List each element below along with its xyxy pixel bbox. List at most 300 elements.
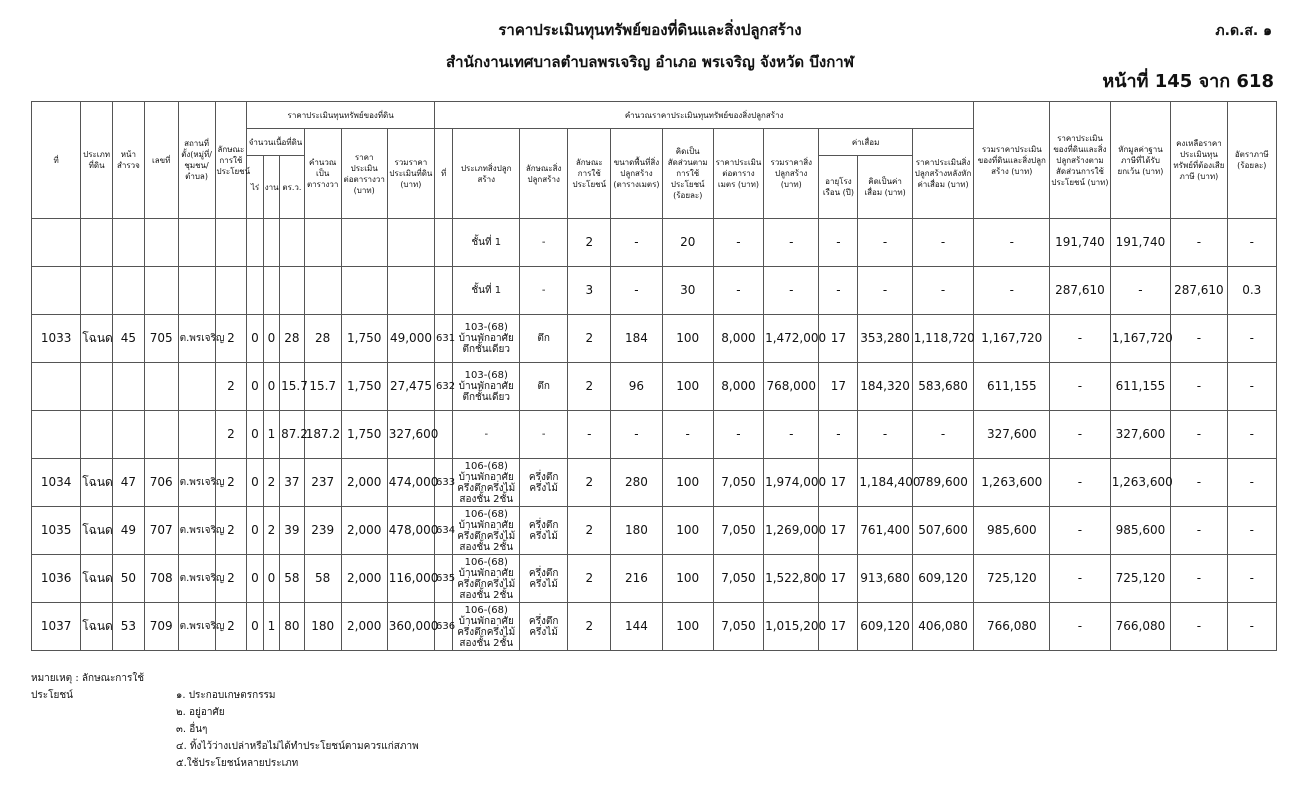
cell-rai: 0 <box>247 603 263 651</box>
cell-bld-kind: ครึ่งตึกครึ่งไม้ <box>520 459 568 507</box>
cell-price-per-sqm: 7,050 <box>713 459 763 507</box>
col-building-kind: ลักษณะสิ่งปลูกสร้าง <box>520 129 568 219</box>
cell-no: 1035 <box>32 507 81 555</box>
cell-bld-area: 184 <box>611 315 662 363</box>
cell-deduct: 985,600 <box>1110 507 1170 555</box>
cell-usage: 2 <box>215 603 247 651</box>
cell-lot-no: 707 <box>144 507 178 555</box>
cell-tax-rate: - <box>1227 459 1276 507</box>
cell-lot-no: 708 <box>144 555 178 603</box>
note-item: ๕.ใช้ประโยชน์หลายประเภท <box>176 758 299 769</box>
cell-wa: 80 <box>280 603 305 651</box>
cell-usage-pct: 20 <box>662 219 713 267</box>
cell-ngan: 2 <box>263 459 279 507</box>
cell-land-total <box>387 267 434 315</box>
cell-bld-usage: 3 <box>568 267 611 315</box>
group-depreciation: ค่าเสื่อม <box>819 129 912 156</box>
cell-bld-after-dep: 583,680 <box>912 363 974 411</box>
cell-deduct: 725,120 <box>1110 555 1170 603</box>
cell-usage: 2 <box>215 315 247 363</box>
cell-dep-amount: 609,120 <box>858 603 912 651</box>
note-item: ๑. ประกอบเกษตรกรรม <box>176 690 276 701</box>
cell-bld-total: 1,522,800 <box>764 555 819 603</box>
cell-lot-no: 705 <box>144 315 178 363</box>
cell-bld-kind: ตึก <box>520 363 568 411</box>
cell-survey-page: 53 <box>113 603 145 651</box>
cell-survey-page: 49 <box>113 507 145 555</box>
cell-no <box>32 363 81 411</box>
cell-bld-usage: 2 <box>568 507 611 555</box>
cell-sqwa-total: 15.7 <box>304 363 341 411</box>
cell-location: ต.พรเจริญ <box>178 555 215 603</box>
cell-price-per-sqm: 8,000 <box>713 315 763 363</box>
cell-bld-usage: 2 <box>568 459 611 507</box>
cell-remaining: - <box>1171 603 1227 651</box>
cell-no: 1037 <box>32 603 81 651</box>
cell-bld-kind: ครึ่งตึกครึ่งไม้ <box>520 507 568 555</box>
cell-bld-type: 106-(68) บ้านพักอาศัยครึ่งตึกครึ่งไม้สองชั้น 2ชั้น <box>453 555 520 603</box>
cell-bld-area: 216 <box>611 555 662 603</box>
cell-price-per-sqm: - <box>713 411 763 459</box>
cell-bld-type: - <box>453 411 520 459</box>
cell-ngan: 1 <box>263 411 279 459</box>
cell-bld-after-dep: 609,120 <box>912 555 974 603</box>
cell-survey-page <box>113 411 145 459</box>
cell-lot-no <box>144 267 178 315</box>
cell-bld-usage: 2 <box>568 219 611 267</box>
cell-ngan: 1 <box>263 603 279 651</box>
cell-sqwa-total: 239 <box>304 507 341 555</box>
cell-bld-after-dep: 507,600 <box>912 507 974 555</box>
cell-price-per-sqwa: 2,000 <box>341 603 387 651</box>
cell-price-per-sqwa: 1,750 <box>341 411 387 459</box>
cell-usage <box>215 267 247 315</box>
table-row <box>32 555 1277 603</box>
col-remaining: คงเหลือราคาประเมินทุนทรัพย์ที่ต้องเสียภาษี (บาท) <box>1171 102 1227 219</box>
cell-lot-no <box>144 219 178 267</box>
cell-total-value: 1,263,600 <box>974 459 1050 507</box>
cell-bld-no <box>434 219 452 267</box>
cell-bld-area: - <box>611 411 662 459</box>
cell-bld-area: 280 <box>611 459 662 507</box>
cell-bld-no: 633 <box>434 459 452 507</box>
cell-wa: 87.2 <box>280 411 305 459</box>
cell-land-type: โฉนด <box>81 459 113 507</box>
col-location: สถานที่ตั้ง(หมู่ที่/ชุมชน/ตำบล) <box>178 102 215 219</box>
cell-lot-no <box>144 411 178 459</box>
cell-sqwa-total <box>304 219 341 267</box>
cell-ngan <box>263 219 279 267</box>
cell-bld-type: 103-(68) บ้านพักอาศัยตึกชั้นเดียว <box>453 315 520 363</box>
cell-lot-no: 709 <box>144 603 178 651</box>
cell-no <box>32 219 81 267</box>
cell-usage-pct: 100 <box>662 459 713 507</box>
cell-rai: 0 <box>247 411 263 459</box>
col-no: ที่ <box>32 102 81 219</box>
cell-usage-pct: - <box>662 411 713 459</box>
col-building-usage: ลักษณะการใช้ประโยชน์ <box>568 129 611 219</box>
cell-usage <box>215 219 247 267</box>
cell-rai: 0 <box>247 315 263 363</box>
col-land-type: ประเภทที่ดิน <box>81 102 113 219</box>
cell-bld-kind: - <box>520 219 568 267</box>
cell-age: - <box>819 267 858 315</box>
cell-bld-after-dep: - <box>912 411 974 459</box>
cell-usage-pct: 100 <box>662 603 713 651</box>
col-total-value: รวมราคาประเมินของที่ดินและสิ่งปลูกสร้าง (บาท) <box>974 102 1050 219</box>
cell-land-total: 27,475 <box>387 363 434 411</box>
cell-deduct: 766,080 <box>1110 603 1170 651</box>
cell-land-type <box>81 219 113 267</box>
cell-bld-area: 180 <box>611 507 662 555</box>
cell-usage: 2 <box>215 555 247 603</box>
cell-age: 17 <box>819 459 858 507</box>
cell-bld-after-dep: 789,600 <box>912 459 974 507</box>
cell-usage-pct: 100 <box>662 555 713 603</box>
cell-land-type <box>81 363 113 411</box>
cell-age: 17 <box>819 507 858 555</box>
table-row <box>32 507 1277 555</box>
cell-age: - <box>819 219 858 267</box>
cell-price-per-sqm: 7,050 <box>713 603 763 651</box>
cell-no: 1034 <box>32 459 81 507</box>
cell-tax-rate: - <box>1227 555 1276 603</box>
cell-deduct: 611,155 <box>1110 363 1170 411</box>
cell-prop-value: - <box>1050 555 1110 603</box>
cell-price-per-sqm: 7,050 <box>713 555 763 603</box>
cell-age: 17 <box>819 363 858 411</box>
cell-bld-after-dep: - <box>912 219 974 267</box>
cell-bld-after-dep: - <box>912 267 974 315</box>
col-building-total: รวมราคาสิ่งปลูกสร้าง (บาท) <box>764 129 819 219</box>
cell-rai <box>247 267 263 315</box>
cell-bld-no: 632 <box>434 363 452 411</box>
cell-usage: 2 <box>215 507 247 555</box>
cell-total-value: 327,600 <box>974 411 1050 459</box>
cell-usage-pct: 100 <box>662 507 713 555</box>
cell-tax-rate: - <box>1227 507 1276 555</box>
cell-sqwa-total: 237 <box>304 459 341 507</box>
cell-ngan: 0 <box>263 363 279 411</box>
cell-wa <box>280 219 305 267</box>
cell-age: 17 <box>819 603 858 651</box>
cell-tax-rate: - <box>1227 363 1276 411</box>
cell-location <box>178 267 215 315</box>
cell-tax-rate: - <box>1227 219 1276 267</box>
cell-bld-no: 636 <box>434 603 452 651</box>
cell-lot-no <box>144 363 178 411</box>
cell-dep-amount: 353,280 <box>858 315 912 363</box>
cell-bld-type: ชั้นที่ 1 <box>453 219 520 267</box>
cell-bld-area: - <box>611 219 662 267</box>
cell-wa <box>280 267 305 315</box>
cell-remaining: - <box>1171 459 1227 507</box>
cell-dep-amount: - <box>858 219 912 267</box>
cell-bld-usage: 2 <box>568 555 611 603</box>
cell-land-total <box>387 219 434 267</box>
cell-bld-type: 103-(68) บ้านพักอาศัยตึกชั้นเดียว <box>453 363 520 411</box>
cell-land-total: 49,000 <box>387 315 434 363</box>
cell-bld-total: 1,015,200 <box>764 603 819 651</box>
col-price-per-sqm: ราคาประเมินต่อตารางเมตร (บาท) <box>713 129 763 219</box>
cell-tax-rate: 0.3 <box>1227 267 1276 315</box>
cell-price-per-sqwa: 2,000 <box>341 555 387 603</box>
cell-age: - <box>819 411 858 459</box>
note-item: ๔. ทิ้งไว้ว่างเปล่าหรือไม่ได้ทำประโยชน์ตามควรแก่สภาพ <box>176 741 419 752</box>
cell-sqwa-total <box>304 267 341 315</box>
cell-land-total: 327,600 <box>387 411 434 459</box>
col-sqwa: ตร.ว. <box>280 156 305 219</box>
cell-dep-amount: 184,320 <box>858 363 912 411</box>
document-subtitle: สำนักงานเทศบาลตำบลพรเจริญ อำเภอ พรเจริญ จังหวัด บึงกาฬ <box>446 53 854 71</box>
table-row <box>32 219 1277 267</box>
cell-rai: 0 <box>247 507 263 555</box>
page-number: หน้าที่ 145 จาก 618 <box>1102 71 1274 92</box>
cell-usage: 2 <box>215 411 247 459</box>
cell-total-value: - <box>974 267 1050 315</box>
cell-sqwa-total: 28 <box>304 315 341 363</box>
cell-dep-amount: - <box>858 267 912 315</box>
cell-dep-amount: - <box>858 411 912 459</box>
col-sqwa-total: คำนวณเป็นตารางวา <box>304 129 341 219</box>
cell-bld-kind: ครึ่งตึกครึ่งไม้ <box>520 555 568 603</box>
cell-bld-area: 144 <box>611 603 662 651</box>
cell-bld-total: 1,974,000 <box>764 459 819 507</box>
col-usage: ลักษณะการใช้ประโยชน์ <box>215 102 247 219</box>
cell-survey-page: 45 <box>113 315 145 363</box>
cell-price-per-sqm: - <box>713 219 763 267</box>
cell-prop-value: - <box>1050 315 1110 363</box>
cell-dep-amount: 913,680 <box>858 555 912 603</box>
cell-tax-rate: - <box>1227 411 1276 459</box>
col-tax-rate: อัตราภาษี (ร้อยละ) <box>1227 102 1276 219</box>
col-rai: ไร่ <box>247 156 263 219</box>
cell-bld-total: - <box>764 267 819 315</box>
cell-bld-usage: 2 <box>568 315 611 363</box>
cell-bld-after-dep: 406,080 <box>912 603 974 651</box>
cell-dep-amount: 761,400 <box>858 507 912 555</box>
cell-deduct: 1,263,600 <box>1110 459 1170 507</box>
cell-bld-area: - <box>611 267 662 315</box>
cell-tax-rate: - <box>1227 603 1276 651</box>
cell-wa: 37 <box>280 459 305 507</box>
cell-bld-type: 106-(68) บ้านพักอาศัยครึ่งตึกครึ่งไม้สองชั้น 2ชั้น <box>453 459 520 507</box>
col-building-no: ที่ <box>434 129 452 219</box>
col-building-area: ขนาดพื้นที่สิ่งปลูกสร้าง (ตารางเมตร) <box>611 129 662 219</box>
cell-location <box>178 219 215 267</box>
assessment-table <box>31 101 1277 651</box>
cell-prop-value: - <box>1050 363 1110 411</box>
cell-sqwa-total: 58 <box>304 555 341 603</box>
cell-survey-page: 47 <box>113 459 145 507</box>
cell-remaining: - <box>1171 411 1227 459</box>
cell-age: 17 <box>819 555 858 603</box>
col-price-per-sqwa: ราคาประเมินต่อตารางวา (บาท) <box>341 129 387 219</box>
cell-bld-type: 106-(68) บ้านพักอาศัยครึ่งตึกครึ่งไม้สองชั้น 2ชั้น <box>453 603 520 651</box>
cell-location <box>178 411 215 459</box>
table-row <box>32 603 1277 651</box>
cell-no: 1036 <box>32 555 81 603</box>
cell-usage: 2 <box>215 459 247 507</box>
form-code: ภ.ด.ส. ๑ <box>1215 23 1272 39</box>
cell-land-type: โฉนด <box>81 507 113 555</box>
col-depreciation-amount: คิดเป็นค่าเสื่อม (บาท) <box>858 156 912 219</box>
cell-bld-usage: 2 <box>568 603 611 651</box>
cell-land-type: โฉนด <box>81 555 113 603</box>
document-title: ราคาประเมินทุนทรัพย์ของที่ดินและสิ่งปลูกสร้าง <box>498 21 802 39</box>
table-row <box>32 411 1277 459</box>
cell-no <box>32 411 81 459</box>
cell-lot-no: 706 <box>144 459 178 507</box>
cell-survey-page <box>113 363 145 411</box>
cell-tax-rate: - <box>1227 315 1276 363</box>
table-row <box>32 363 1277 411</box>
cell-remaining: - <box>1171 219 1227 267</box>
cell-location <box>178 363 215 411</box>
cell-bld-total: 1,269,000 <box>764 507 819 555</box>
cell-rai: 0 <box>247 555 263 603</box>
cell-prop-value: - <box>1050 507 1110 555</box>
cell-rai: 0 <box>247 363 263 411</box>
note-item: ๒. อยู่อาศัย <box>176 707 225 718</box>
cell-dep-amount: 1,184,400 <box>858 459 912 507</box>
cell-sqwa-total: 187.2 <box>304 411 341 459</box>
cell-bld-after-dep: 1,118,720 <box>912 315 974 363</box>
cell-total-value: 766,080 <box>974 603 1050 651</box>
cell-prop-value: 191,740 <box>1050 219 1110 267</box>
cell-price-per-sqwa <box>341 267 387 315</box>
col-lot-no: เลขที่ <box>144 102 178 219</box>
cell-bld-total: - <box>764 411 819 459</box>
cell-bld-type: ชั้นที่ 1 <box>453 267 520 315</box>
cell-price-per-sqm: - <box>713 267 763 315</box>
cell-bld-usage: 2 <box>568 363 611 411</box>
cell-land-type <box>81 267 113 315</box>
cell-remaining: - <box>1171 315 1227 363</box>
cell-price-per-sqwa: 1,750 <box>341 315 387 363</box>
cell-bld-total: 1,472,000 <box>764 315 819 363</box>
table-row <box>32 459 1277 507</box>
cell-total-value: 725,120 <box>974 555 1050 603</box>
cell-usage-pct: 30 <box>662 267 713 315</box>
col-building-type: ประเภทสิ่งปลูกสร้าง <box>453 129 520 219</box>
col-proportional-value: ราคาประเมินของที่ดินและสิ่งปลูกสร้างตามสัดส่วนการใช้ประโยชน์ (บาท) <box>1050 102 1110 219</box>
cell-survey-page: 50 <box>113 555 145 603</box>
cell-price-per-sqm: 8,000 <box>713 363 763 411</box>
cell-bld-no <box>434 267 452 315</box>
cell-bld-kind: - <box>520 267 568 315</box>
cell-bld-kind: - <box>520 411 568 459</box>
cell-bld-total: - <box>764 219 819 267</box>
col-survey-page: หน้าสำรวจ <box>113 102 145 219</box>
cell-wa: 58 <box>280 555 305 603</box>
col-building-after-depreciation: ราคาประเมินสิ่งปลูกสร้างหลังหักค่าเสื่อม (บาท) <box>912 129 974 219</box>
cell-ngan <box>263 267 279 315</box>
col-ngan: งาน <box>263 156 279 219</box>
cell-usage-pct: 100 <box>662 315 713 363</box>
table-row <box>32 267 1277 315</box>
cell-prop-value: - <box>1050 411 1110 459</box>
cell-ngan: 0 <box>263 555 279 603</box>
cell-price-per-sqwa: 2,000 <box>341 459 387 507</box>
cell-bld-type: 106-(68) บ้านพักอาศัยครึ่งตึกครึ่งไม้สองชั้น 2ชั้น <box>453 507 520 555</box>
cell-total-value: 611,155 <box>974 363 1050 411</box>
cell-sqwa-total: 180 <box>304 603 341 651</box>
cell-rai: 0 <box>247 459 263 507</box>
cell-total-value: 1,167,720 <box>974 315 1050 363</box>
cell-deduct: 1,167,720 <box>1110 315 1170 363</box>
cell-remaining: - <box>1171 555 1227 603</box>
cell-bld-usage: - <box>568 411 611 459</box>
cell-ngan: 0 <box>263 315 279 363</box>
cell-usage: 2 <box>215 363 247 411</box>
cell-rai <box>247 219 263 267</box>
cell-age: 17 <box>819 315 858 363</box>
cell-usage-pct: 100 <box>662 363 713 411</box>
cell-total-value: 985,600 <box>974 507 1050 555</box>
cell-ngan: 2 <box>263 507 279 555</box>
cell-wa: 15.7 <box>280 363 305 411</box>
cell-bld-area: 96 <box>611 363 662 411</box>
cell-total-value: - <box>974 219 1050 267</box>
cell-remaining: - <box>1171 363 1227 411</box>
cell-land-type: โฉนด <box>81 315 113 363</box>
cell-survey-page <box>113 219 145 267</box>
col-age: อายุโรงเรือน (ปี) <box>819 156 858 219</box>
group-area: จำนวนเนื้อที่ดิน <box>247 129 304 156</box>
col-land-total: รวมราคาประเมินที่ดิน (บาท) <box>387 129 434 219</box>
cell-land-total: 474,000 <box>387 459 434 507</box>
cell-no: 1033 <box>32 315 81 363</box>
cell-price-per-sqwa: 2,000 <box>341 507 387 555</box>
cell-bld-kind: ครึ่งตึกครึ่งไม้ <box>520 603 568 651</box>
cell-location: ต.พรเจริญ <box>178 603 215 651</box>
cell-land-total: 116,000 <box>387 555 434 603</box>
notes-lead: หมายเหตุ : ลักษณะการใช้ประโยชน์ <box>31 673 145 701</box>
cell-bld-total: 768,000 <box>764 363 819 411</box>
cell-no <box>32 267 81 315</box>
cell-prop-value: 287,610 <box>1050 267 1110 315</box>
group-building: คำนวณราคาประเมินทุนทรัพย์ของสิ่งปลูกสร้าง <box>434 102 973 129</box>
cell-survey-page <box>113 267 145 315</box>
cell-bld-no: 635 <box>434 555 452 603</box>
col-usage-percent: คิดเป็นสัดส่วนตามการใช้ประโยชน์ (ร้อยละ) <box>662 129 713 219</box>
cell-wa: 28 <box>280 315 305 363</box>
cell-deduct: - <box>1110 267 1170 315</box>
cell-bld-no: 634 <box>434 507 452 555</box>
cell-wa: 39 <box>280 507 305 555</box>
cell-remaining: - <box>1171 507 1227 555</box>
cell-deduct: 327,600 <box>1110 411 1170 459</box>
cell-location: ต.พรเจริญ <box>178 459 215 507</box>
cell-prop-value: - <box>1050 459 1110 507</box>
cell-bld-kind: ตึก <box>520 315 568 363</box>
cell-prop-value: - <box>1050 603 1110 651</box>
note-item: ๓. อื่นๆ <box>176 724 208 735</box>
cell-location: ต.พรเจริญ <box>178 507 215 555</box>
table-row <box>32 315 1277 363</box>
cell-land-total: 360,000 <box>387 603 434 651</box>
cell-bld-no: 631 <box>434 315 452 363</box>
cell-land-type <box>81 411 113 459</box>
cell-remaining: 287,610 <box>1171 267 1227 315</box>
col-deduction: หักมูลค่าฐานภาษีที่ได้รับยกเว้น (บาท) <box>1110 102 1170 219</box>
cell-location: ต.พรเจริญ <box>178 315 215 363</box>
group-land: ราคาประเมินทุนทรัพย์ของที่ดิน <box>247 102 435 129</box>
cell-deduct: 191,740 <box>1110 219 1170 267</box>
cell-price-per-sqwa <box>341 219 387 267</box>
cell-price-per-sqm: 7,050 <box>713 507 763 555</box>
